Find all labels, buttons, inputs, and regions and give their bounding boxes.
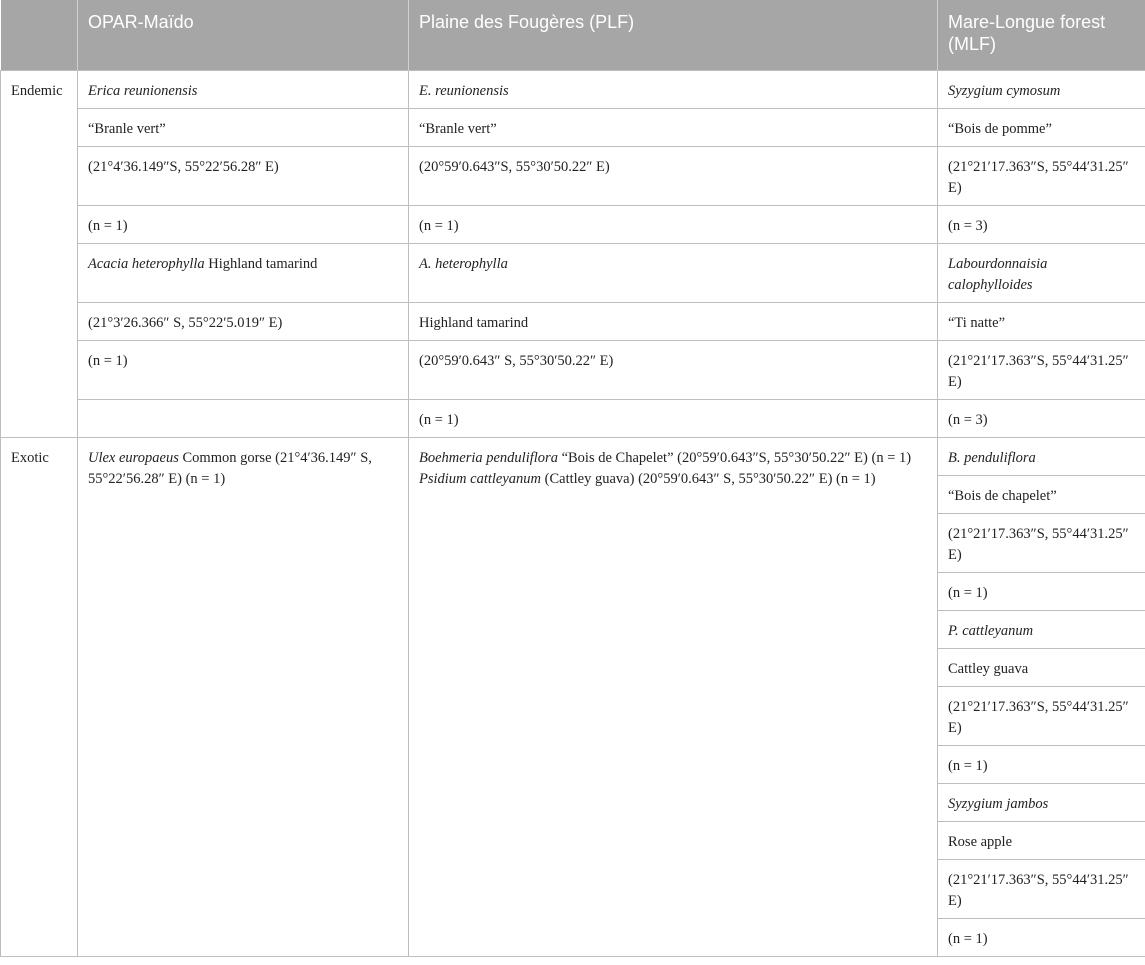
cell-plf-count: (n = 1) [409, 206, 938, 244]
cell-mlf-exotic-common-2: Cattley guava [938, 649, 1145, 687]
cell-opar-species [78, 71, 409, 109]
cell-opar-coords: (21°4′36.149″S, 55°22′56.28″ E) [78, 147, 409, 206]
cell-mlf-common-2: “Ti natte” [938, 303, 1145, 341]
cell-opar-empty [78, 400, 409, 438]
cell-opar-count-2: (n = 1) [78, 341, 409, 400]
cell-mlf-exotic-species-3 [938, 784, 1145, 822]
species-details: Common gorse (21°4′36.149″ S, 55°22′56.28″ E) (n = 1) [88, 450, 372, 487]
cell-mlf-count-2: (n = 3) [938, 400, 1145, 438]
species-name: Syzygium jambos [948, 796, 1049, 812]
cell-mlf-exotic-coords-3: (21°21′17.363″S, 55°44′31.25″ E) [938, 860, 1145, 919]
table-row [1, 147, 1145, 206]
cell-opar-count: (n = 1) [78, 206, 409, 244]
group-label-endemic: Endemic [1, 71, 78, 438]
cell-plf-common-2: Highland tamarind [409, 303, 938, 341]
species-name: Psidium cattleyanum [419, 471, 542, 487]
cell-plf-species [409, 71, 938, 109]
species-name: P. cattleyanum [948, 623, 1034, 639]
table-row [1, 341, 1145, 400]
cell-mlf-exotic-count-3: (n = 1) [938, 919, 1145, 957]
cell-plf-exotic [409, 438, 938, 957]
cell-mlf-coords: (21°21′17.363″S, 55°44′31.25″ E) [938, 147, 1145, 206]
cell-mlf-species-2 [938, 244, 1145, 303]
header-mlf: Mare-Longue forest (MLF) [938, 0, 1145, 71]
species-name: E. reunionensis [419, 83, 509, 99]
cell-mlf-exotic-common: “Bois de chapelet” [938, 476, 1145, 514]
species-name: Labourdonnaisia calophylloides [948, 256, 1048, 293]
cell-plf-coords: (20°59′0.643″S, 55°30′50.22″ E) [409, 147, 938, 206]
cell-plf-common: “Branle vert” [409, 109, 938, 147]
cell-mlf-coords-2: (21°21′17.363″S, 55°44′31.25″ E) [938, 341, 1145, 400]
header-empty [1, 0, 78, 71]
cell-mlf-exotic-count-2: (n = 1) [938, 746, 1145, 784]
group-label-exotic: Exotic [1, 438, 78, 957]
cell-mlf-exotic-species [938, 438, 1145, 476]
cell-mlf-exotic-coords: (21°21′17.363″S, 55°44′31.25″ E) [938, 514, 1145, 573]
cell-mlf-common: “Bois de pomme” [938, 109, 1145, 147]
cell-mlf-exotic-count: (n = 1) [938, 573, 1145, 611]
species-name: Acacia heterophylla [88, 256, 205, 272]
cell-plf-count-2: (n = 1) [409, 400, 938, 438]
cell-mlf-species [938, 71, 1145, 109]
cell-opar-common: “Branle vert” [78, 109, 409, 147]
cell-mlf-count: (n = 3) [938, 206, 1145, 244]
table-row [1, 244, 1145, 303]
table-row [1, 109, 1145, 147]
header-row [1, 0, 1145, 71]
cell-mlf-exotic-coords-2: (21°21′17.363″S, 55°44′31.25″ E) [938, 687, 1145, 746]
species-name: A. heterophylla [419, 256, 508, 272]
header-plf: Plaine des Fougères (PLF) [409, 0, 938, 71]
species-name: Syzygium cymosum [948, 83, 1061, 99]
species-details: “Bois de Chapelet” (20°59′0.643″S, 55°30′50.22″ E) (n = 1) [557, 450, 912, 466]
species-name: B. penduliflora [948, 450, 1036, 466]
table-row [1, 206, 1145, 244]
cell-opar-exotic [78, 438, 409, 957]
table-row [1, 438, 1145, 476]
cell-mlf-exotic-common-3: Rose apple [938, 822, 1145, 860]
cell-plf-coords-2: (20°59′0.643″ S, 55°30′50.22″ E) [409, 341, 938, 400]
cell-opar-coords-2: (21°3′26.366″ S, 55°22′5.019″ E) [78, 303, 409, 341]
header-opar-maido: OPAR-Maïdo [78, 0, 409, 71]
table-row [1, 303, 1145, 341]
cell-opar-species-2 [78, 244, 409, 303]
species-name: Erica reunionensis [88, 83, 198, 99]
cell-mlf-exotic-species-2 [938, 611, 1145, 649]
cell-plf-species-2 [409, 244, 938, 303]
species-name: Ulex europaeus [88, 450, 179, 466]
species-details: (Cattley guava) (20°59′0.643″ S, 55°30′50.22″ E) (n = 1) [541, 471, 876, 487]
common-name: Highland tamarind [204, 256, 318, 272]
table-row [1, 400, 1145, 438]
species-name: Boehmeria penduliflora [419, 450, 558, 466]
table-row [1, 71, 1145, 109]
